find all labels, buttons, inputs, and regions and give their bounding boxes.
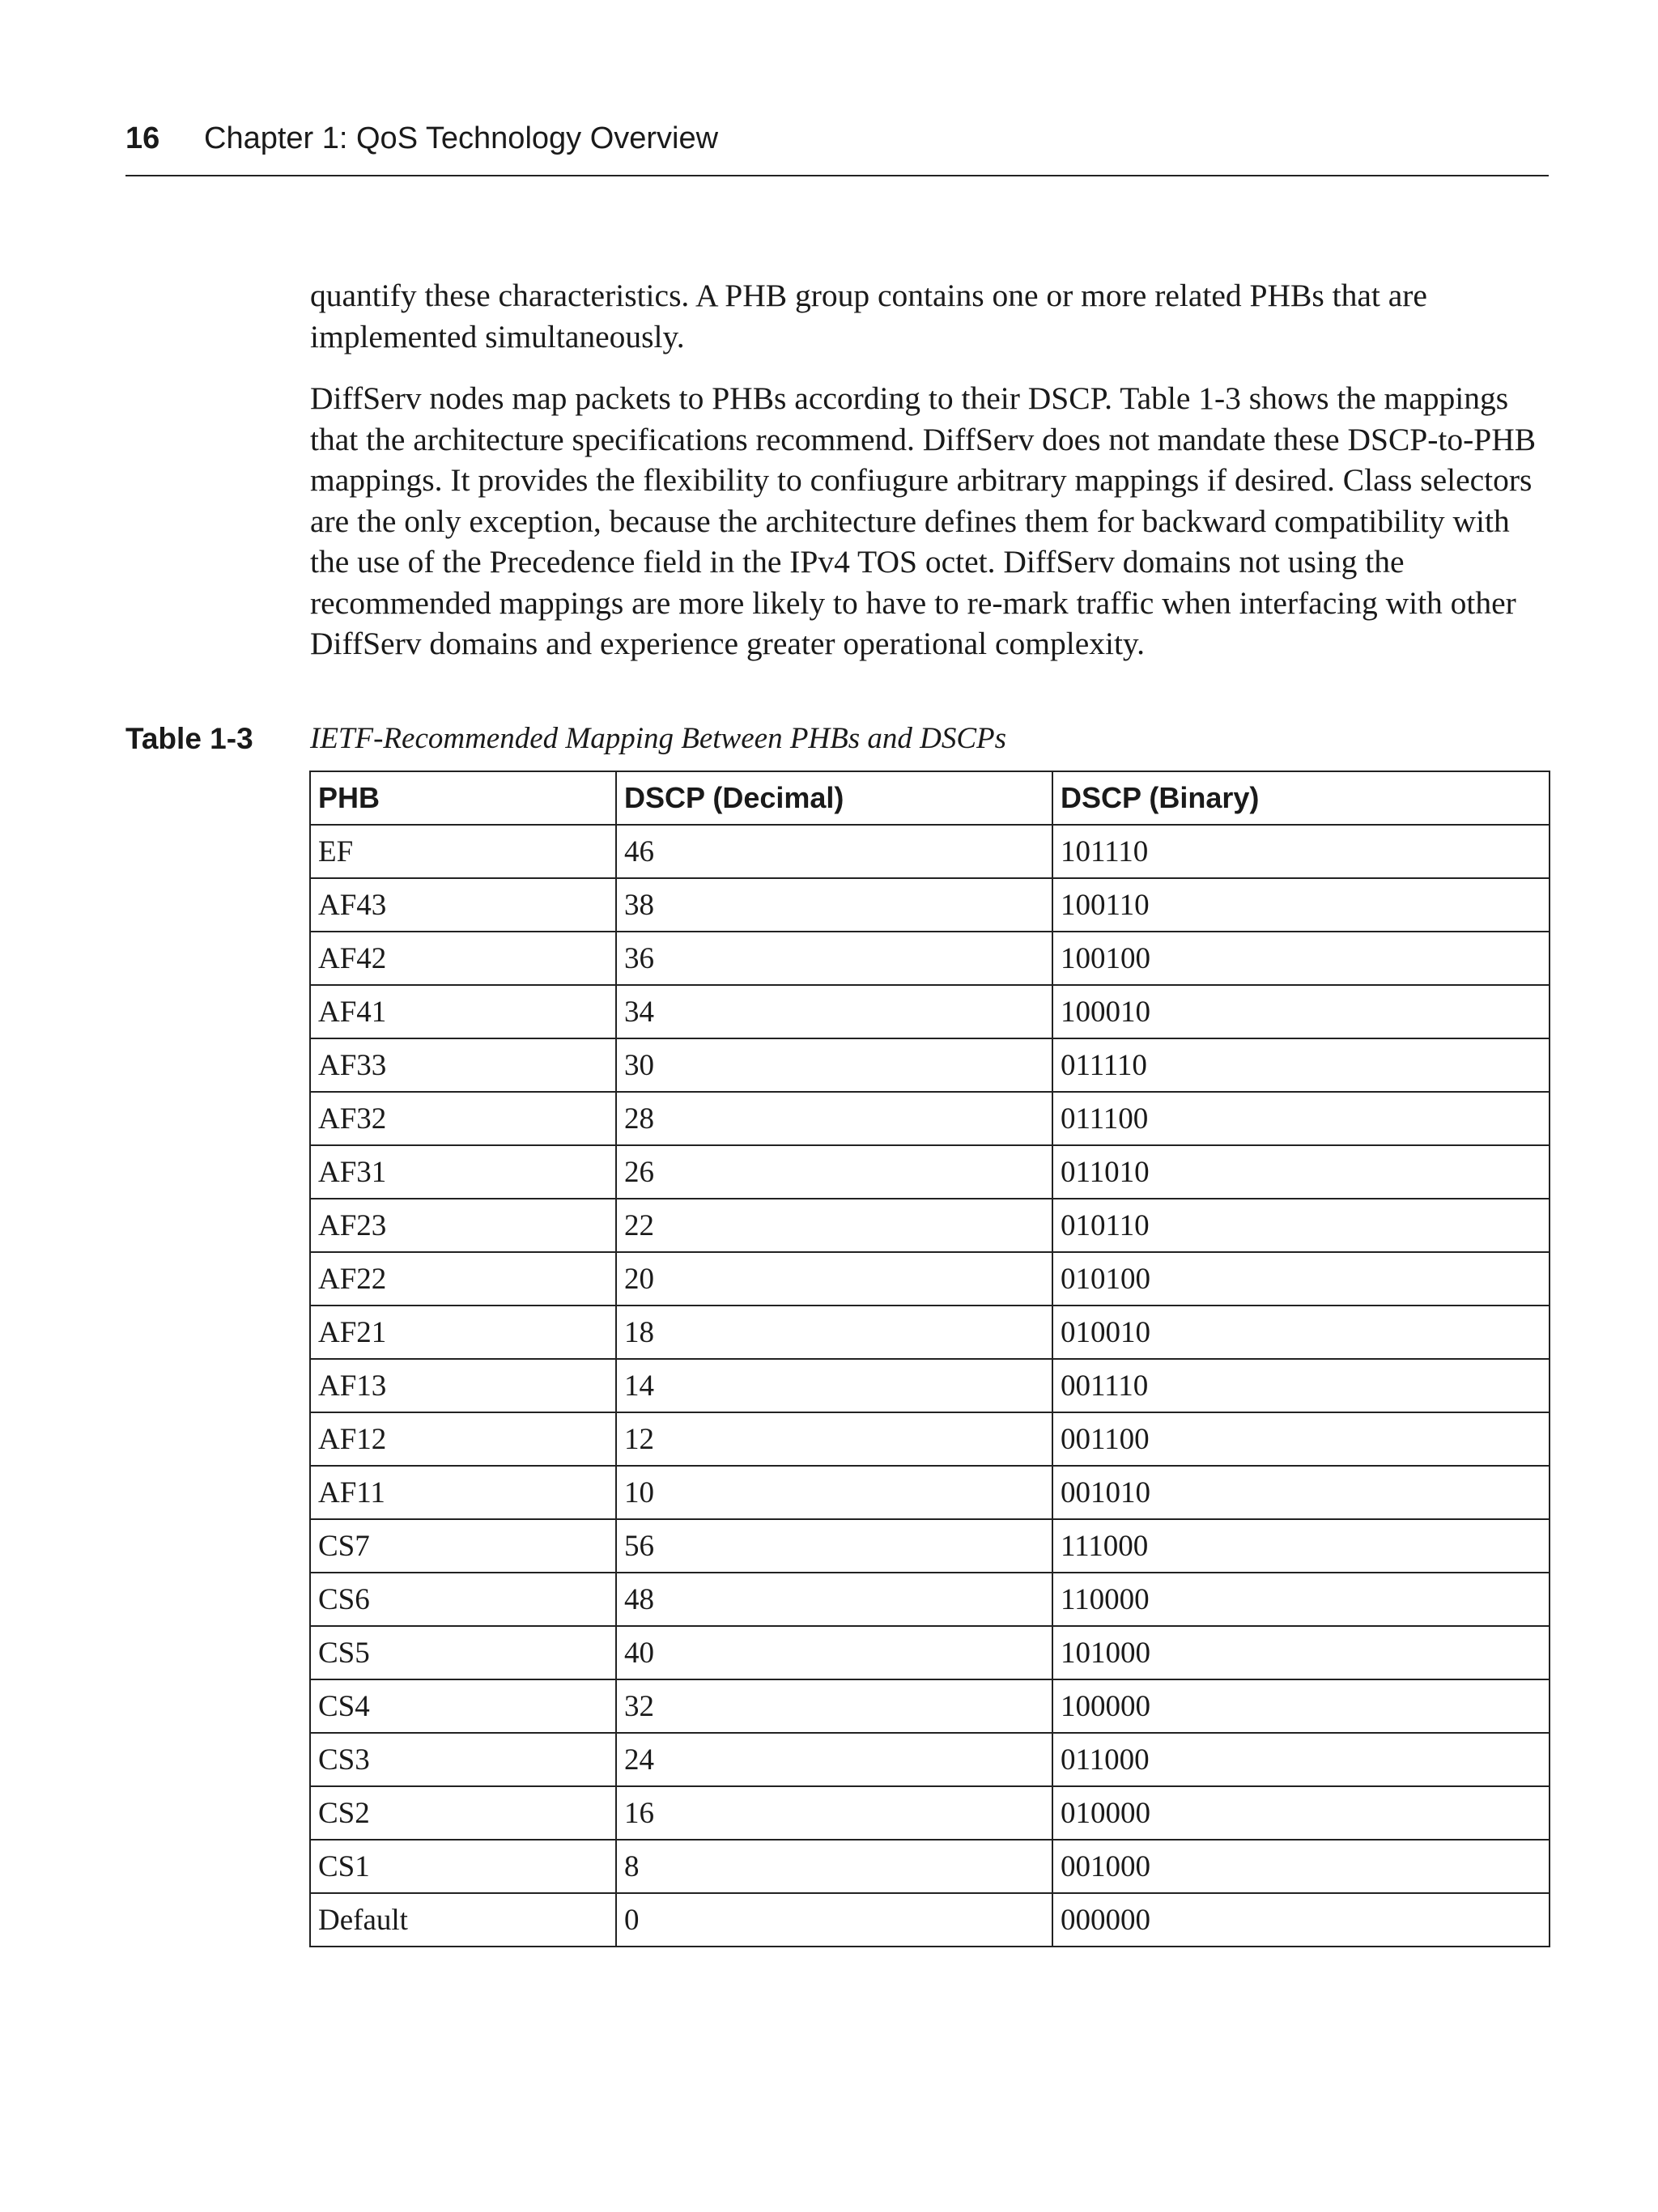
cell-phb: EF	[310, 825, 616, 878]
cell-dscp-binary: 010110	[1052, 1199, 1550, 1252]
table-caption: IETF-Recommended Mapping Between PHBs and DSCPs	[310, 722, 1007, 755]
cell-phb: AF32	[310, 1092, 616, 1145]
cell-phb: AF23	[310, 1199, 616, 1252]
table-row	[310, 1733, 1550, 1786]
cell-phb: CS7	[310, 1519, 616, 1573]
cell-phb: AF42	[310, 932, 616, 985]
cell-dscp-binary: 101110	[1052, 825, 1550, 878]
cell-phb: AF13	[310, 1359, 616, 1412]
cell-dscp-binary: 100100	[1052, 932, 1550, 985]
cell-phb: AF12	[310, 1412, 616, 1466]
table-row	[310, 1038, 1550, 1092]
cell-dscp-binary: 100000	[1052, 1679, 1550, 1733]
body-paragraph-1: quantify these characteristics. A PHB group contains one or more related PHBs that are implemented simultaneously.	[310, 278, 1427, 355]
body-paragraph-2: DiffServ nodes map packets to PHBs according to their DSCP. Table 1-3 shows the mappings that the architecture specifications recommend. DiffServ does not mandate these DSCP-to-PHB mappings. It provides the flexibility to confiugure arbitrary mappings if desired. Class selectors are the only exception, because the architecture defines them for backward compatibility with the use of the Precedence field in the IPv4 TOS octet. DiffServ domains not using the recommended mappings are more likely to have to re-mark traffic when interfacing with other DiffServ domains and experience greater operational complexity.	[310, 380, 1537, 661]
cell-dscp-binary: 011110	[1052, 1038, 1550, 1092]
cell-phb: AF41	[310, 985, 616, 1038]
cell-phb: AF33	[310, 1038, 616, 1092]
cell-dscp-binary: 111000	[1052, 1519, 1550, 1573]
table-row	[310, 1893, 1550, 1947]
cell-dscp-binary: 001100	[1052, 1412, 1550, 1466]
cell-dscp-binary: 010100	[1052, 1252, 1550, 1306]
chapter-title: Chapter 1: QoS Technology Overview	[204, 121, 719, 155]
cell-dscp-binary: 100110	[1052, 878, 1550, 932]
cell-dscp-binary: 001110	[1052, 1359, 1550, 1412]
cell-dscp-binary: 101000	[1052, 1626, 1550, 1679]
cell-dscp-decimal: 38	[616, 878, 1052, 932]
table-row	[310, 1199, 1550, 1252]
column-header-dscp-binary: DSCP (Binary)	[1052, 771, 1550, 825]
cell-phb: CS3	[310, 1733, 616, 1786]
cell-dscp-binary: 001010	[1052, 1466, 1550, 1519]
table-row	[310, 1092, 1550, 1145]
cell-dscp-binary: 001000	[1052, 1840, 1550, 1893]
cell-phb: AF21	[310, 1306, 616, 1359]
cell-dscp-decimal: 22	[616, 1199, 1052, 1252]
cell-dscp-decimal: 10	[616, 1466, 1052, 1519]
cell-dscp-decimal: 30	[616, 1038, 1052, 1092]
cell-dscp-decimal: 24	[616, 1733, 1052, 1786]
cell-dscp-decimal: 20	[616, 1252, 1052, 1306]
table-row	[310, 1252, 1550, 1306]
cell-phb: AF43	[310, 878, 616, 932]
cell-phb: AF31	[310, 1145, 616, 1199]
cell-dscp-decimal: 0	[616, 1893, 1052, 1947]
cell-phb: AF11	[310, 1466, 616, 1519]
table-row	[310, 1626, 1550, 1679]
table-row	[310, 1573, 1550, 1626]
cell-dscp-binary: 100010	[1052, 985, 1550, 1038]
cell-phb: CS1	[310, 1840, 616, 1893]
table-label: Table 1-3	[125, 722, 253, 755]
table-row	[310, 1840, 1550, 1893]
table-row	[310, 932, 1550, 985]
cell-phb: CS2	[310, 1786, 616, 1840]
table-row	[310, 1466, 1550, 1519]
running-head	[125, 118, 718, 159]
table-body	[310, 825, 1550, 1947]
table-row	[310, 1679, 1550, 1733]
cell-phb: CS5	[310, 1626, 616, 1679]
cell-dscp-binary: 110000	[1052, 1573, 1550, 1626]
cell-dscp-decimal: 8	[616, 1840, 1052, 1893]
table-row	[310, 1519, 1550, 1573]
cell-phb: Default	[310, 1893, 616, 1947]
cell-phb: AF22	[310, 1252, 616, 1306]
cell-dscp-decimal: 14	[616, 1359, 1052, 1412]
cell-dscp-binary: 011010	[1052, 1145, 1550, 1199]
cell-dscp-decimal: 26	[616, 1145, 1052, 1199]
cell-dscp-decimal: 40	[616, 1626, 1052, 1679]
cell-dscp-decimal: 36	[616, 932, 1052, 985]
page-number: 16	[125, 121, 160, 155]
cell-phb: CS4	[310, 1679, 616, 1733]
cell-dscp-decimal: 32	[616, 1679, 1052, 1733]
header-rule	[125, 175, 1549, 176]
table-row	[310, 1786, 1550, 1840]
cell-phb: CS6	[310, 1573, 616, 1626]
table-row	[310, 1306, 1550, 1359]
column-header-phb: PHB	[310, 771, 616, 825]
cell-dscp-binary: 000000	[1052, 1893, 1550, 1947]
cell-dscp-decimal: 46	[616, 825, 1052, 878]
cell-dscp-binary: 011000	[1052, 1733, 1550, 1786]
cell-dscp-binary: 010000	[1052, 1786, 1550, 1840]
cell-dscp-decimal: 34	[616, 985, 1052, 1038]
cell-dscp-decimal: 28	[616, 1092, 1052, 1145]
column-header-dscp-decimal: DSCP (Decimal)	[616, 771, 1052, 825]
cell-dscp-decimal: 56	[616, 1519, 1052, 1573]
cell-dscp-decimal: 12	[616, 1412, 1052, 1466]
cell-dscp-binary: 010010	[1052, 1306, 1550, 1359]
cell-dscp-decimal: 48	[616, 1573, 1052, 1626]
table-row	[310, 1359, 1550, 1412]
table-row	[310, 985, 1550, 1038]
cell-dscp-decimal: 16	[616, 1786, 1052, 1840]
cell-dscp-binary: 011100	[1052, 1092, 1550, 1145]
table-row	[310, 825, 1550, 878]
table-row	[310, 878, 1550, 932]
dscp-mapping-table	[309, 771, 1550, 1947]
table-row	[310, 1145, 1550, 1199]
table-header-row	[310, 771, 1550, 825]
cell-dscp-decimal: 18	[616, 1306, 1052, 1359]
table-row	[310, 1412, 1550, 1466]
